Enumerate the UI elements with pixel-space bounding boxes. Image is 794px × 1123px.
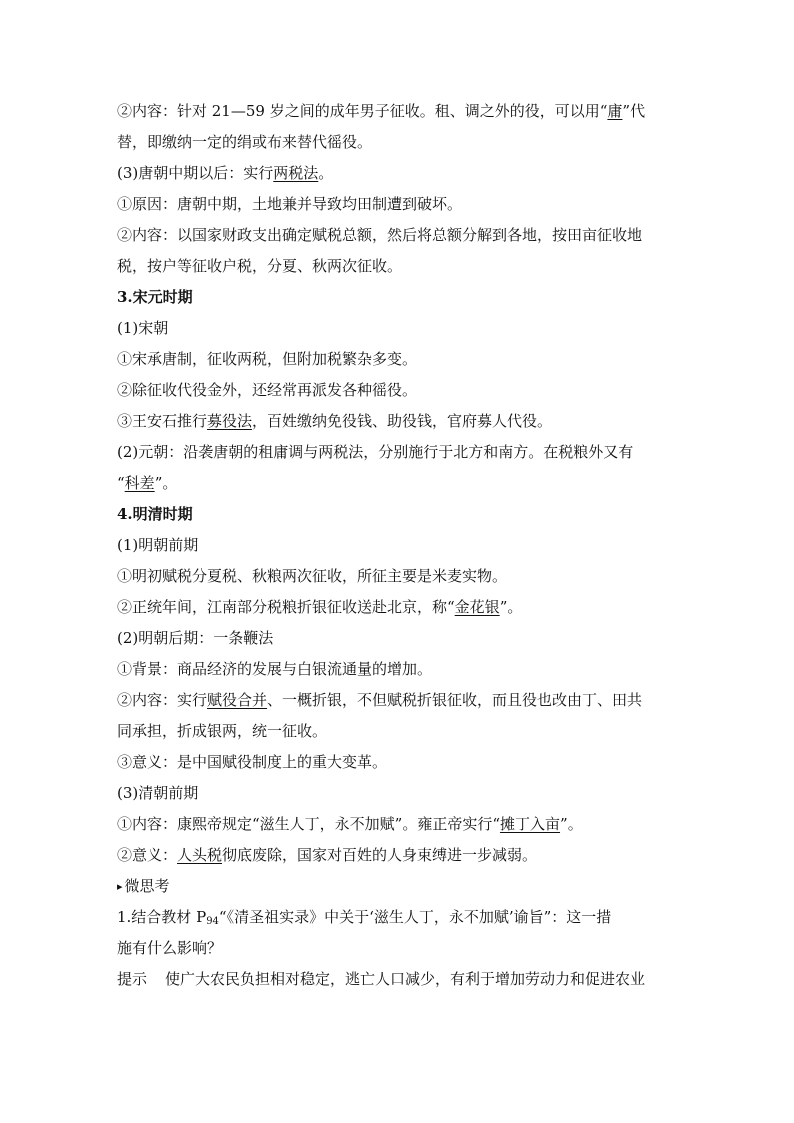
text-line: ②除征收代役金外，还经常再派发各种徭役。 [117, 381, 418, 399]
text-line [117, 468, 683, 499]
text-span: 1.结合教材 P [117, 908, 207, 926]
text-span: “ [117, 474, 125, 492]
text-span: ”。 [154, 474, 178, 492]
text-span: 使广大农民负担相对稳定，逃亡人口减少，有利于增加劳动力和促进农业 [165, 970, 646, 988]
text-line [117, 685, 683, 716]
text-line: ③意义：是中国赋役制度上的重大变革。 [117, 753, 388, 771]
text-span: 。 [318, 164, 334, 182]
text-line: ②内容：以国家财政支出确定赋税总额，然后将总额分解到各地，按田亩征收地 [117, 226, 643, 244]
text-span: 彻底废除，国家对百姓的人身束缚进一步减弱。 [222, 846, 538, 864]
text-span: ”。 [560, 815, 583, 833]
text-line [117, 809, 683, 840]
text-span: ②正统年间，江南部分税粮折银征收送赴北京，称“ [117, 598, 455, 616]
text-span: ③王安石推行 [117, 412, 208, 430]
page-subscript: 94 [206, 916, 219, 927]
subsection-heading: (2)明朝后期：一条鞭法 [117, 629, 274, 647]
text-line: ①宋承唐制，征收两税，但附加税繁杂多变。 [117, 350, 418, 368]
underlined-term: 科差 [124, 474, 155, 492]
think-heading [117, 871, 683, 902]
text-line: ①原因：唐朝中期，土地兼并导致均田制遭到破坏。 [117, 195, 463, 213]
hint-line [117, 964, 683, 995]
question-line: 施有什么影响？ [117, 939, 223, 957]
text-line [117, 158, 683, 189]
text-line [117, 592, 683, 623]
underlined-term: 金花银 [454, 598, 500, 616]
question-line [117, 902, 683, 933]
text-span: (3)唐朝中期以后：实行 [117, 164, 274, 182]
text-line [117, 840, 683, 871]
underlined-term: 两税法 [273, 164, 319, 182]
text-span: ②内容：针对 21—59 岁之间的成年男子征收。租、调之外的役，可以用“ [117, 102, 608, 120]
underlined-term: 赋役合并 [207, 691, 268, 709]
text-line: 税，按户等征收户税，分夏、秋两次征收。 [117, 257, 403, 275]
text-span: ”。 [499, 598, 523, 616]
text-span: 微思考 [124, 877, 170, 895]
text-span: ”代 [622, 102, 646, 120]
document-body [117, 96, 683, 995]
text-line: 同承担，折成银两，统一征收。 [117, 722, 328, 740]
subsection-heading: (1)明朝前期 [117, 536, 199, 554]
underlined-term: 庸 [607, 102, 623, 120]
section-heading: 3.宋元时期 [117, 288, 193, 306]
text-span: ，百姓缴纳免役钱、助役钱，官府募人代役。 [252, 412, 553, 430]
underlined-term: 摊丁入亩 [500, 815, 561, 833]
text-span: ①内容：康熙帝规定“滋生人丁，永不加赋”。雍正帝实行“ [117, 815, 501, 833]
text-span: ②意义： [117, 846, 178, 864]
text-span: “《清圣祖实录》中关于‘滋生人丁，永不加赋’谕旨”：这一措 [218, 908, 612, 926]
hint-label: 提示 [117, 970, 148, 988]
text-line [117, 96, 683, 127]
subsection-heading: (3)清朝前期 [117, 784, 199, 802]
underlined-term: 人头税 [177, 846, 223, 864]
text-line [117, 406, 683, 437]
text-span: 、一概折银，不但赋税折银征收，而且役也改由丁、田共 [267, 691, 643, 709]
section-heading: 4.明清时期 [117, 505, 193, 523]
text-line: (2)元朝：沿袭唐朝的租庸调与两税法，分别施行于北方和南方。在税粮外又有 [117, 443, 634, 461]
triangle-marker-icon: ▸ [117, 880, 123, 893]
text-line: 替，即缴纳一定的绢或布来替代徭役。 [117, 133, 373, 151]
underlined-term: 募役法 [207, 412, 253, 430]
text-span: ②内容：实行 [117, 691, 208, 709]
text-line: ①明初赋税分夏税、秋粮两次征收，所征主要是米麦实物。 [117, 567, 508, 585]
text-line: ①背景：商品经济的发展与白银流通量的增加。 [117, 660, 433, 678]
subsection-heading: (1)宋朝 [117, 319, 169, 337]
